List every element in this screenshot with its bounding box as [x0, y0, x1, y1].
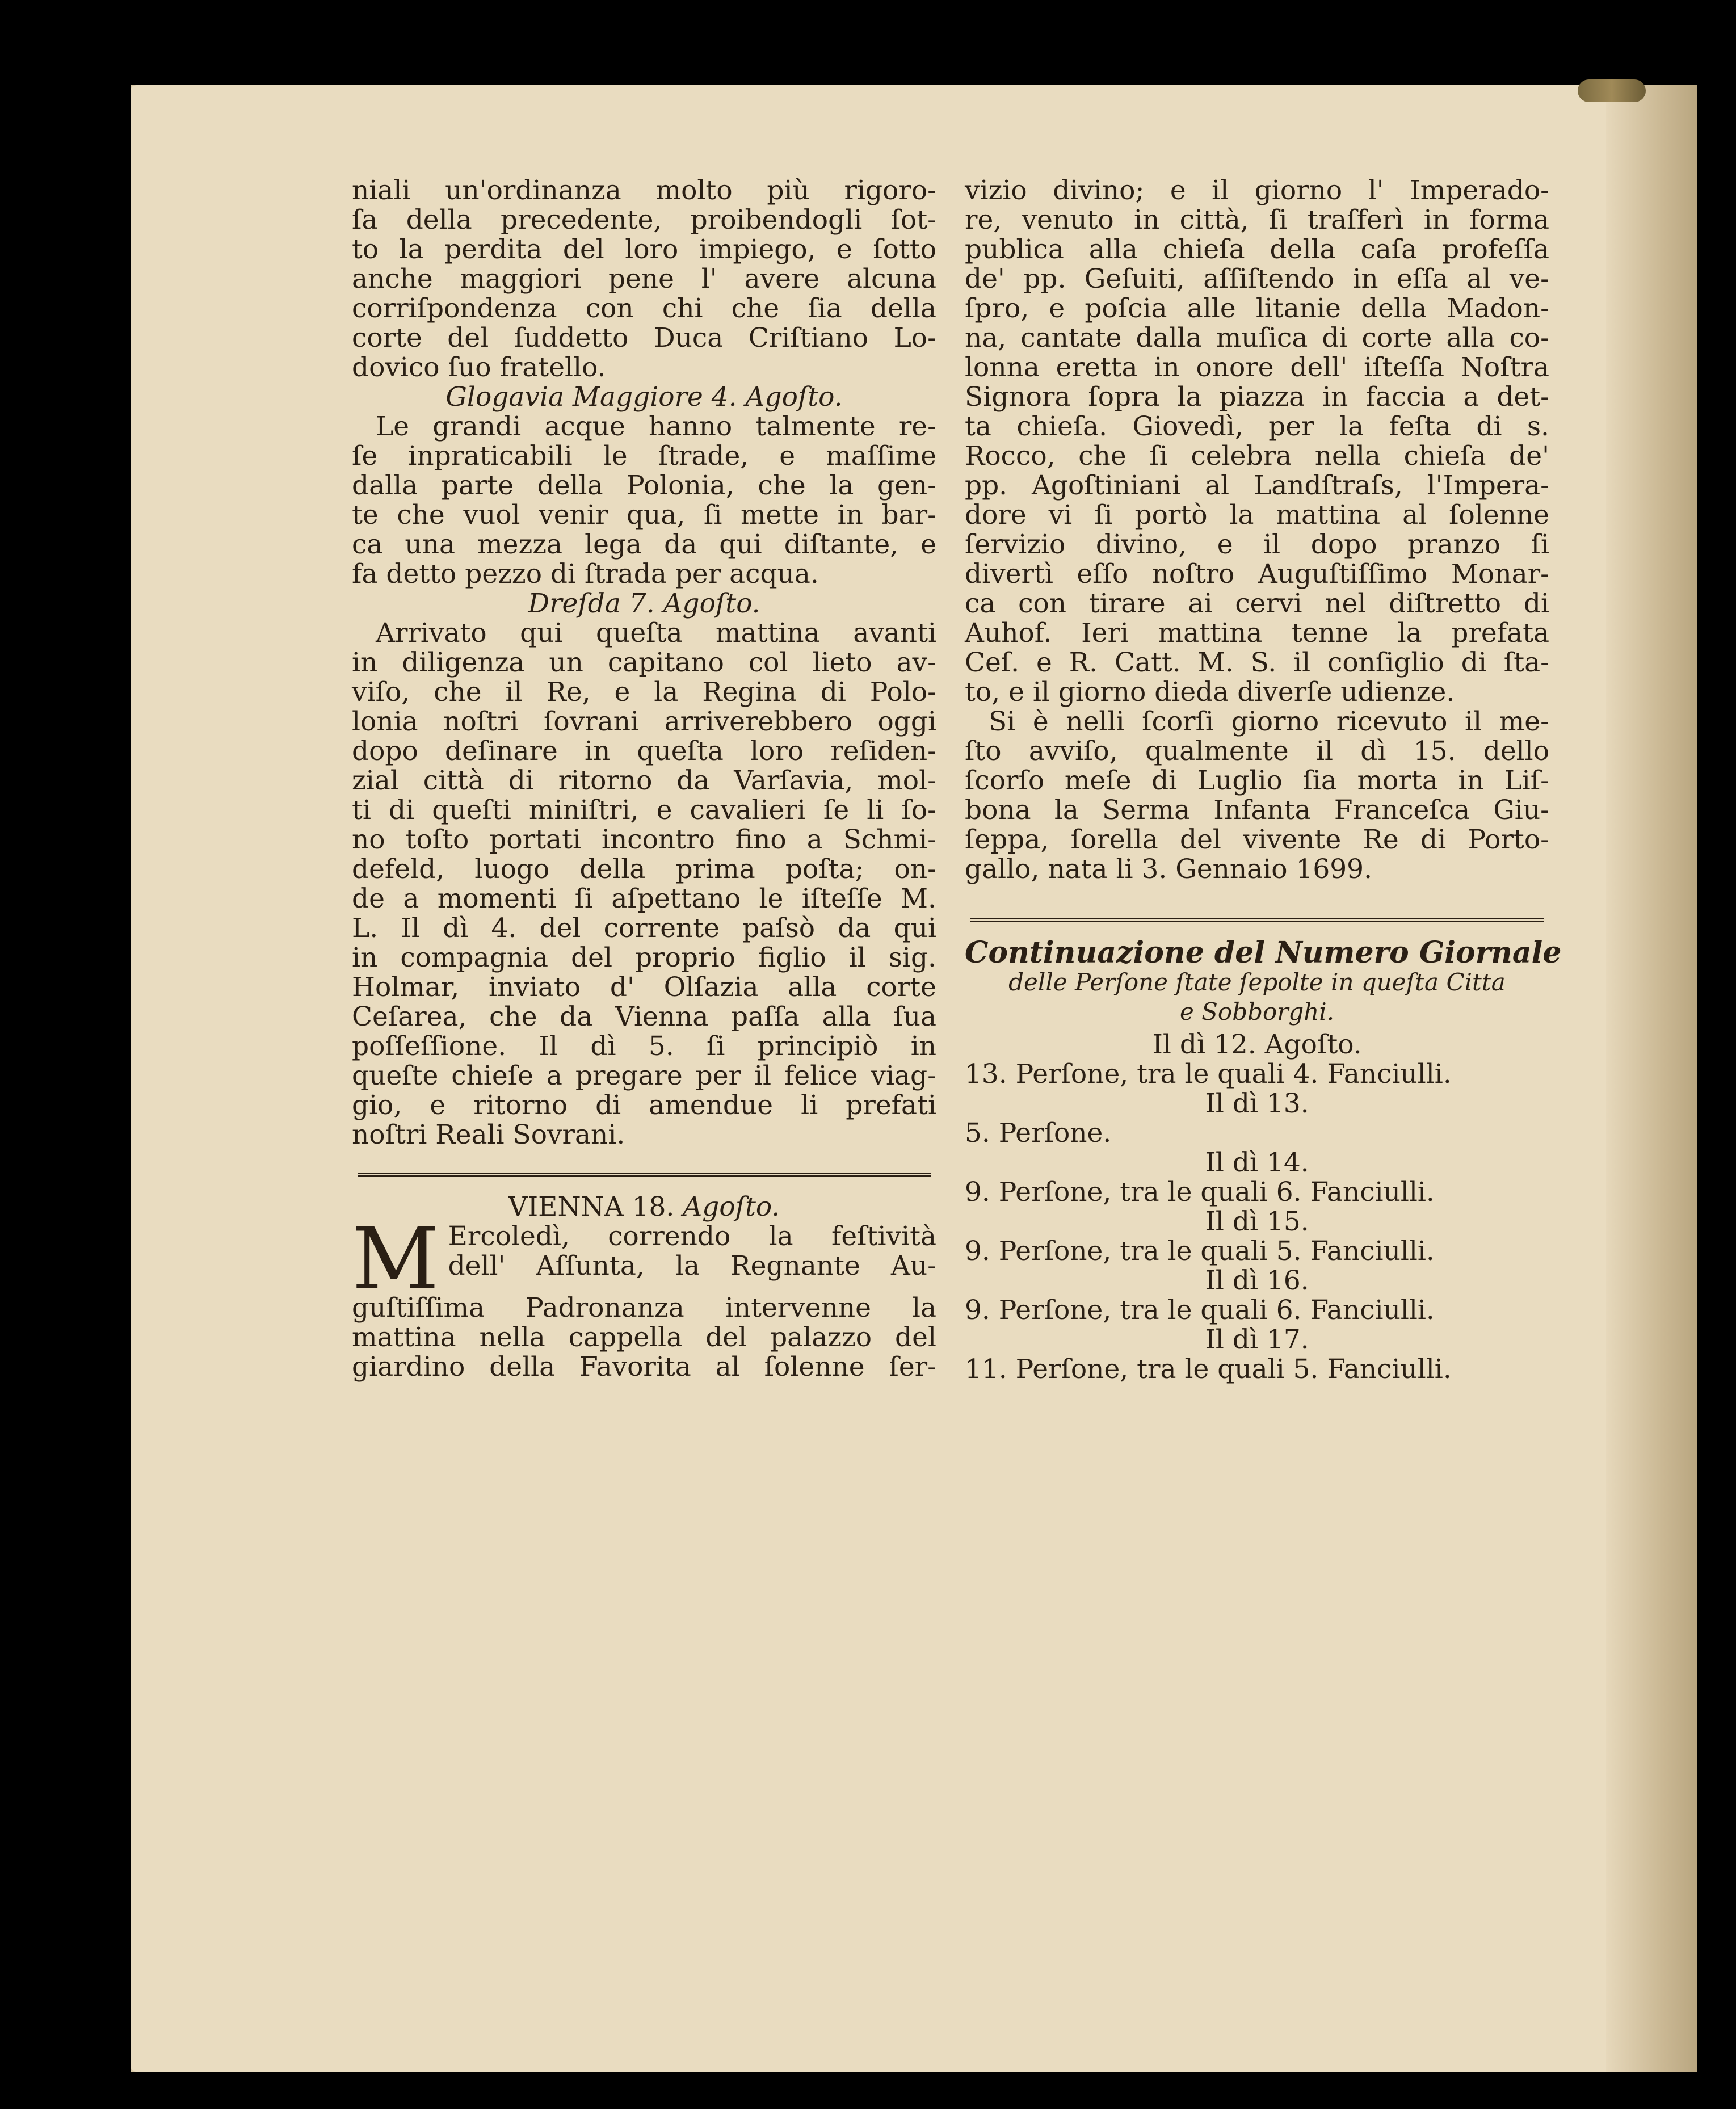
text-line: lonia noſtri ſovrani arriverebbero oggi [352, 706, 936, 737]
text-line: ſpro, e poſcia alle litanie della Madon- [965, 293, 1549, 324]
binding-spine [1578, 79, 1646, 102]
text-line: guſtiſſima Padronanza intervenne la [352, 1292, 936, 1324]
text-line: bona la Serma Infanta Franceſca Giu- [965, 795, 1549, 826]
text-line: anche maggiori pene l' avere alcuna [352, 263, 936, 295]
left-paragraph-3 [352, 619, 936, 1150]
text-line: ta chieſa. Giovedì, per la feſta di s. [965, 411, 1549, 442]
burial-date: Il dì 13. [1205, 1088, 1309, 1119]
text-line: publica alla chieſa della caſa profeſſa [965, 234, 1549, 265]
text-line: no toſto portati incontro fino a Schmi- [352, 824, 936, 855]
text-line: queſte chieſe a pregare per il felice viag- [352, 1060, 936, 1091]
vienna-dateline [352, 1192, 936, 1222]
right-paragraph-1 [965, 176, 1549, 707]
text-line: ſa della precedente, proibendogli ſot- [352, 204, 936, 236]
burial-date: Il dì 16. [1205, 1265, 1309, 1296]
dateline-glogavia: Glogavia Maggiore 4. Agoſto. [445, 381, 843, 413]
text-line: de a momenti ſi aſpettano le iſteſſe M. [352, 883, 936, 914]
text-line: noſtri Reali Sovrani. [352, 1119, 625, 1150]
burial-date: Il dì 12. Agoſto. [1152, 1029, 1362, 1060]
burials-list [965, 1030, 1549, 1384]
burials-title: Continuazione del Numero Giornale [965, 935, 1562, 970]
left-paragraph-4 [352, 1210, 936, 1383]
burial-date: Il dì 17. [1205, 1324, 1309, 1355]
text-line: dore vi ſi portò la mattina al ſolenne [965, 499, 1549, 531]
text-line: L. Il dì 4. del corrente paſsò da qui [352, 913, 936, 944]
text-line: in compagnia del proprio figlio il sig. [352, 942, 936, 973]
burials-subtitle-2: e Sobborghi. [1179, 998, 1335, 1026]
text-line: pp. Agoſtiniani al Landſtraſs, l'Impera- [965, 470, 1549, 501]
drop-capital: M [352, 1210, 439, 1309]
text-line: ſervizio divino, e il dopo pranzo ſi [965, 529, 1549, 560]
text-line: Le grandi acque hanno talmente re- [376, 411, 936, 442]
left-column [352, 176, 936, 1382]
vienna-month: Agoſto. [683, 1191, 780, 1222]
text-line: divertì eſſo noſtro Auguſtiſſimo Monar- [965, 558, 1549, 590]
burial-count: 9. Perſone, tra le quali 6. Fanciulli. [965, 1177, 1435, 1208]
text-line: viſo, che il Re, e la Regina di Polo- [352, 677, 936, 708]
text-line: niali un'ordinanza molto più rigoro- [352, 175, 936, 206]
text-line: Signora ſopra la piazza in faccia a det- [965, 381, 1549, 413]
text-line: vizio divino; e il giorno l' Imperado- [965, 175, 1549, 206]
text-line: gallo, nata li 3. Gennaio 1699. [965, 854, 1373, 885]
text-line: Rocco, che ſi celebra nella chieſa de' [965, 440, 1549, 472]
burial-date: Il dì 15. [1205, 1206, 1309, 1237]
dateline-dresda: Dreſda 7. Agoſto. [528, 588, 760, 619]
section-divider [358, 1173, 931, 1177]
book-gutter [1606, 85, 1697, 2072]
text-line: poſſeſſione. Il dì 5. ſi principiò in [352, 1031, 936, 1062]
burial-count: 9. Perſone, tra le quali 6. Fanciulli. [965, 1295, 1435, 1326]
burial-count: 11. Perſone, tra le quali 5. Fanciulli. [965, 1354, 1452, 1385]
text-line: in diligenza un capitano col lieto av- [352, 647, 936, 678]
text-line: giardino della Favorita al ſolenne ſer- [352, 1351, 936, 1383]
burials-subtitle: delle Perſone ſtate ſepolte in queſta Citta [1008, 968, 1506, 996]
text-line: zial città di ritorno da Varſavia, mol- [352, 765, 936, 796]
text-line: Si è nelli ſcorſi giorno ricevuto il me- [989, 706, 1549, 737]
left-paragraph-2 [352, 412, 936, 589]
text-line: dell' Aſſunta, la Regnante Au- [448, 1250, 936, 1282]
text-line: Ceſarea, che da Vienna paſſa alla ſua [352, 1001, 936, 1032]
vienna-title: VIENNA 18. [508, 1191, 675, 1222]
text-line: ſcorſo meſe di Luglio ſia morta in Liſ- [965, 765, 1549, 796]
text-line: dopo deſinare in queſta loro reſiden- [352, 736, 936, 767]
text-line: ſto avviſo, qualmente il dì 15. dello [965, 736, 1549, 767]
text-line: de' pp. Geſuiti, aſſiſtendo in eſſa al ve- [965, 263, 1549, 295]
burial-count: 9. Perſone, tra le quali 5. Fanciulli. [965, 1236, 1435, 1267]
text-line: Ercoledì, correndo la feſtività [448, 1221, 936, 1252]
text-line: ca con tirare ai cervi nel diſtretto di [965, 588, 1549, 619]
text-line: ti di queſti miniſtri, e cavalieri ſe li ſo- [352, 795, 936, 826]
text-line: ſe inpraticabili le ſtrade, e maſſime [352, 440, 936, 472]
burial-date: Il dì 14. [1205, 1147, 1309, 1178]
text-line: gio, e ritorno di amendue li prefati [352, 1090, 936, 1121]
text-line: mattina nella cappella del palazzo del [352, 1322, 936, 1353]
text-line: corriſpondenza con chi che ſia della [352, 293, 936, 324]
text-line: Arrivato qui queſta mattina avanti [376, 617, 936, 649]
text-line: re, venuto in città, ſi traſferì in forma [965, 204, 1549, 236]
text-line: Auhof. Ieri mattina tenne la prefata [965, 617, 1549, 649]
text-line: ſeppa, ſorella del vivente Re di Porto- [965, 824, 1549, 855]
text-line: dalla parte della Polonia, che la gen- [352, 470, 936, 501]
right-column [965, 175, 1562, 1385]
text-line: fa detto pezzo di ſtrada per acqua. [352, 558, 819, 590]
burial-count: 5. Perſone. [965, 1117, 1112, 1149]
section-divider [970, 918, 1544, 922]
text-line: Ceſ. e R. Catt. M. S. il conſiglio di ſta- [965, 647, 1549, 678]
text-line: dovico ſuo fratello. [352, 352, 606, 383]
text-line: corte del ſuddetto Duca Criſtiano Lo- [352, 322, 936, 354]
text-line: ca una mezza lega da qui diſtante, e [352, 529, 936, 560]
text-line: to, e il giorno dieda diverſe udienze. [965, 677, 1455, 708]
text-line: to la perdita del loro impiego, e ſotto [352, 234, 936, 265]
text-line: Holmar, inviato d' Olſazia alla corte [352, 972, 936, 1003]
right-paragraph-2 [965, 707, 1549, 884]
text-line: lonna eretta in onore dell' iſteſſa Noſtra [965, 352, 1549, 383]
text-line: te che vuol venir qua, ſi mette in bar- [352, 499, 936, 531]
text-line: defeld, luogo della prima poſta; on- [352, 854, 936, 885]
burial-count: 13. Perſone, tra le quali 4. Fanciulli. [965, 1058, 1452, 1090]
left-paragraph-1 [352, 176, 936, 383]
text-line: na, cantate dalla muſica di corte alla co- [965, 322, 1549, 354]
